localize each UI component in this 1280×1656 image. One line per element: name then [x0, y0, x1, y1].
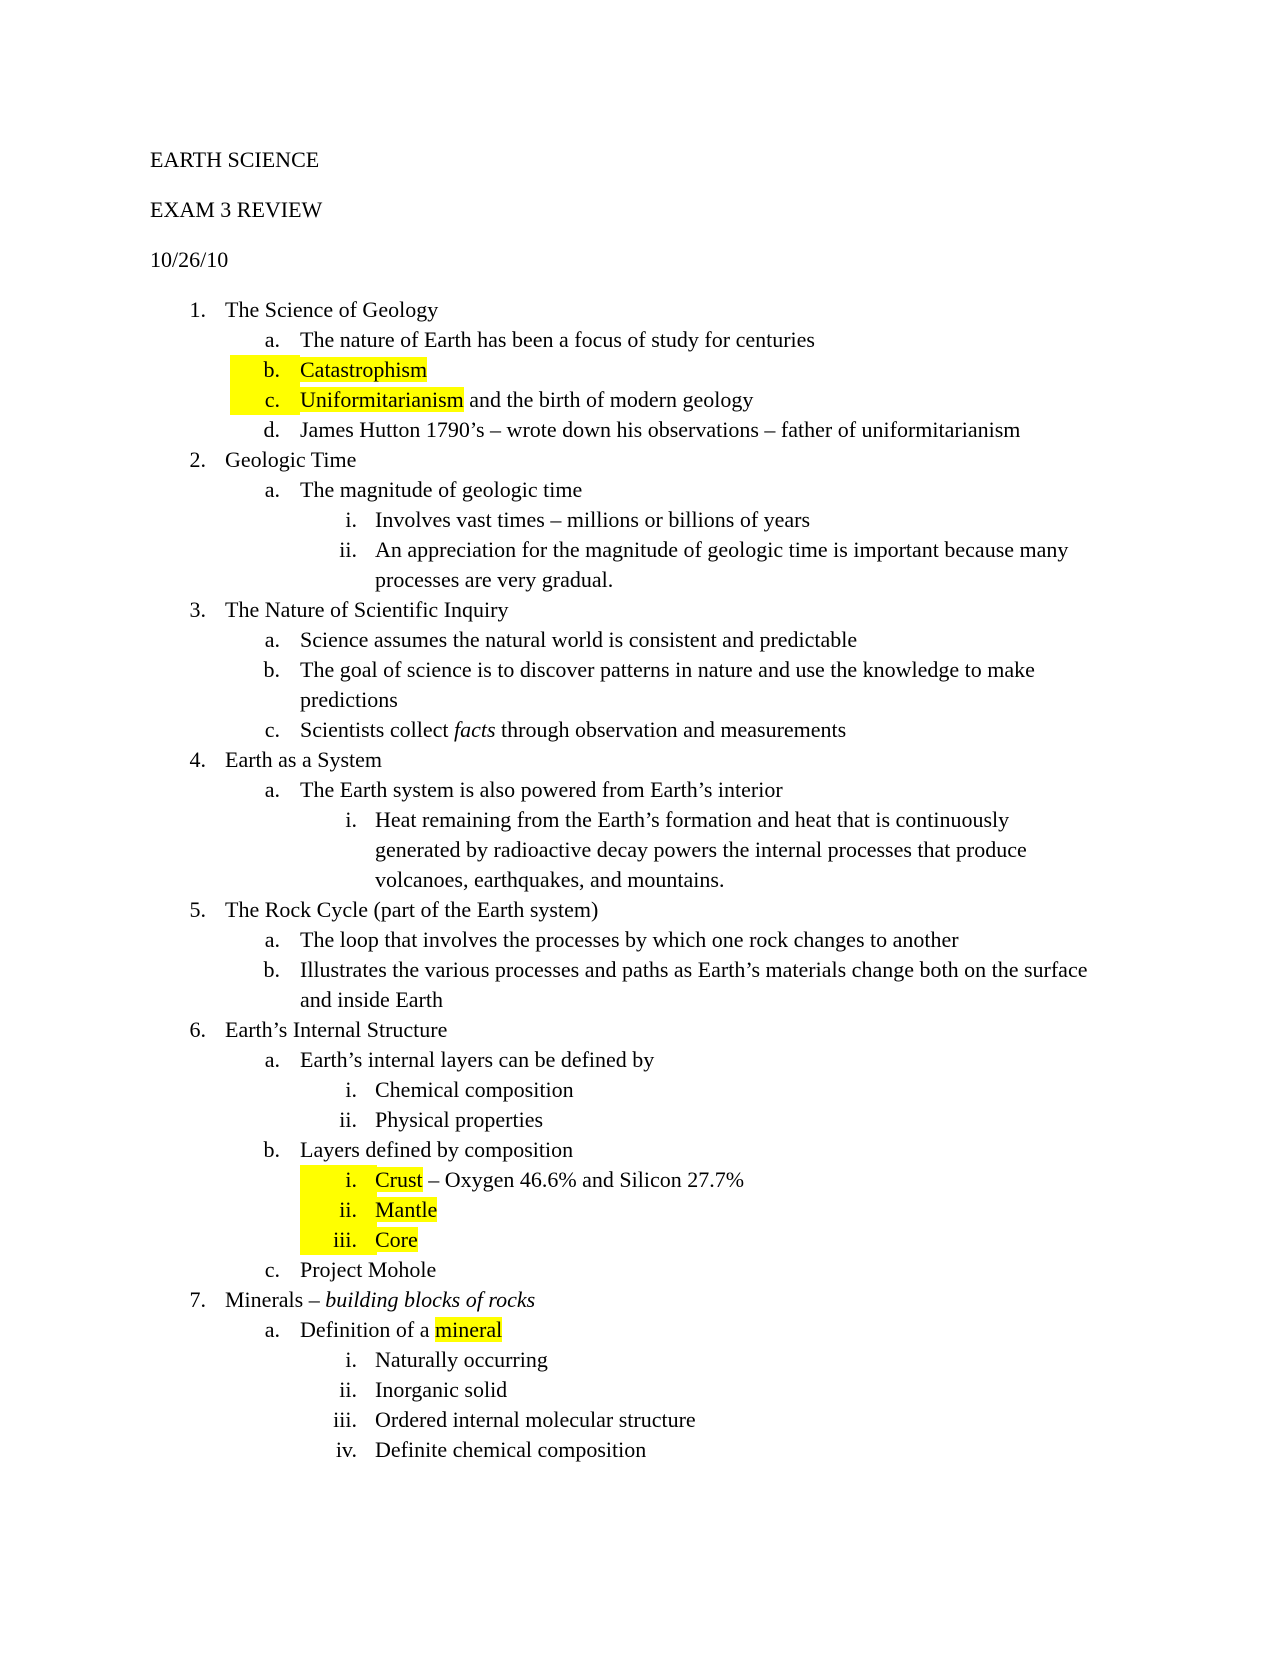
list-item-text: and the birth of modern geology [463, 387, 754, 412]
list-item-text: and inside Earth [300, 987, 443, 1012]
list-marker: b. [263, 657, 280, 682]
list-item-text: Inorganic solid [375, 1377, 508, 1402]
list-item-text: Ordered internal molecular structure [375, 1407, 696, 1432]
section-title: The Science of Geology [225, 297, 439, 322]
section-title: Geologic Time [225, 447, 357, 472]
list-item-text: processes are very gradual. [375, 567, 614, 592]
list-item-text: The loop that involves the processes by which one rock changes to another [300, 927, 959, 952]
section-title-emphasis: building blocks of rocks [325, 1287, 536, 1312]
list-item-text: – Oxygen 46.6% and Silicon 27.7% [422, 1167, 745, 1192]
list-marker: 4. [189, 747, 206, 772]
list-marker: ii. [339, 1107, 357, 1132]
list-item-text: predictions [300, 687, 398, 712]
list-marker: a. [264, 477, 280, 502]
list-item-text: An appreciation for the magnitude of geologic time is important because many [375, 537, 1069, 562]
list-item-text: James Hutton 1790’s – wrote down his observations – father of uniformitarianism [300, 417, 1021, 442]
list-marker: a. [264, 327, 280, 352]
list-marker: b. [263, 957, 280, 982]
list-marker: ii. [339, 1377, 357, 1402]
list-marker: a. [264, 627, 280, 652]
list-item-text: generated by radioactive decay powers the internal processes that produce [375, 837, 1027, 862]
list-marker: 6. [189, 1017, 206, 1042]
list-marker: c. [264, 717, 280, 742]
list-marker: i. [300, 1165, 377, 1195]
list-marker: iii. [333, 1407, 357, 1432]
list-item-text: Science assumes the natural world is consistent and predictable [300, 627, 858, 652]
list-marker: b. [263, 1137, 280, 1162]
list-marker: i. [345, 1347, 357, 1372]
emphasized-word: facts [453, 717, 496, 742]
list-marker: i. [345, 807, 357, 832]
list-marker: a. [264, 927, 280, 952]
list-item-text: Chemical composition [375, 1077, 574, 1102]
list-marker: iv. [335, 1437, 357, 1462]
list-item-text: The magnitude of geologic time [300, 477, 583, 502]
highlighted-term: Mantle [375, 1197, 438, 1222]
list-marker: 5. [189, 897, 206, 922]
list-marker: c. [230, 385, 300, 415]
list-marker: ii. [300, 1195, 377, 1225]
list-marker: b. [230, 355, 300, 385]
section-title: The Rock Cycle (part of the Earth system) [225, 897, 599, 922]
list-marker: 3. [189, 597, 206, 622]
list-marker: ii. [339, 537, 357, 562]
list-marker: a. [264, 777, 280, 802]
list-marker: c. [264, 1257, 280, 1282]
list-marker: a. [264, 1047, 280, 1072]
highlighted-term: Uniformitarianism [300, 387, 464, 412]
list-marker: 7. [189, 1287, 206, 1312]
list-item-text: Involves vast times – millions or billions of years [375, 507, 811, 532]
exam-title: EXAM 3 REVIEW [150, 197, 323, 222]
highlighted-term: Catastrophism [300, 357, 428, 382]
list-item-text: The goal of science is to discover patterns in nature and use the knowledge to make [300, 657, 1035, 682]
list-item-text: Scientists collect [300, 717, 454, 742]
list-marker: i. [345, 507, 357, 532]
list-item-text: Heat remaining from the Earth’s formation and heat that is continuously [375, 807, 1010, 832]
list-item-text: Layers defined by composition [300, 1137, 574, 1162]
section-title: Earth as a System [225, 747, 383, 772]
course-title: EARTH SCIENCE [150, 147, 320, 172]
list-item-text: through observation and measurements [495, 717, 847, 742]
highlighted-term: Core [375, 1227, 418, 1252]
section-title: Earth’s Internal Structure [225, 1017, 448, 1042]
list-marker: 1. [189, 297, 206, 322]
list-item-text: Naturally occurring [375, 1347, 548, 1372]
list-marker: i. [345, 1077, 357, 1102]
list-item-text: Project Mohole [300, 1257, 437, 1282]
list-item-text: The Earth system is also powered from Earth’s interior [300, 777, 783, 802]
list-item-text: Physical properties [375, 1107, 544, 1132]
highlighted-term: mineral [435, 1317, 503, 1342]
list-item-text: The nature of Earth has been a focus of study for centuries [300, 327, 815, 352]
list-item-text: Definition of a [300, 1317, 436, 1342]
list-marker: d. [263, 417, 280, 442]
list-item-text: Illustrates the various processes and paths as Earth’s materials change both on the surface [300, 957, 1088, 982]
list-marker: iii. [300, 1225, 377, 1255]
list-marker: 2. [189, 447, 206, 472]
list-item-text: Earth’s internal layers can be defined by [300, 1047, 655, 1072]
list-item-text: Definite chemical composition [375, 1437, 647, 1462]
list-marker: a. [264, 1317, 280, 1342]
highlighted-term: Crust [375, 1167, 423, 1192]
section-title: Minerals – [225, 1287, 326, 1312]
list-item-text: volcanoes, earthquakes, and mountains. [375, 867, 725, 892]
section-title: The Nature of Scientific Inquiry [225, 597, 509, 622]
document-date: 10/26/10 [150, 247, 229, 272]
